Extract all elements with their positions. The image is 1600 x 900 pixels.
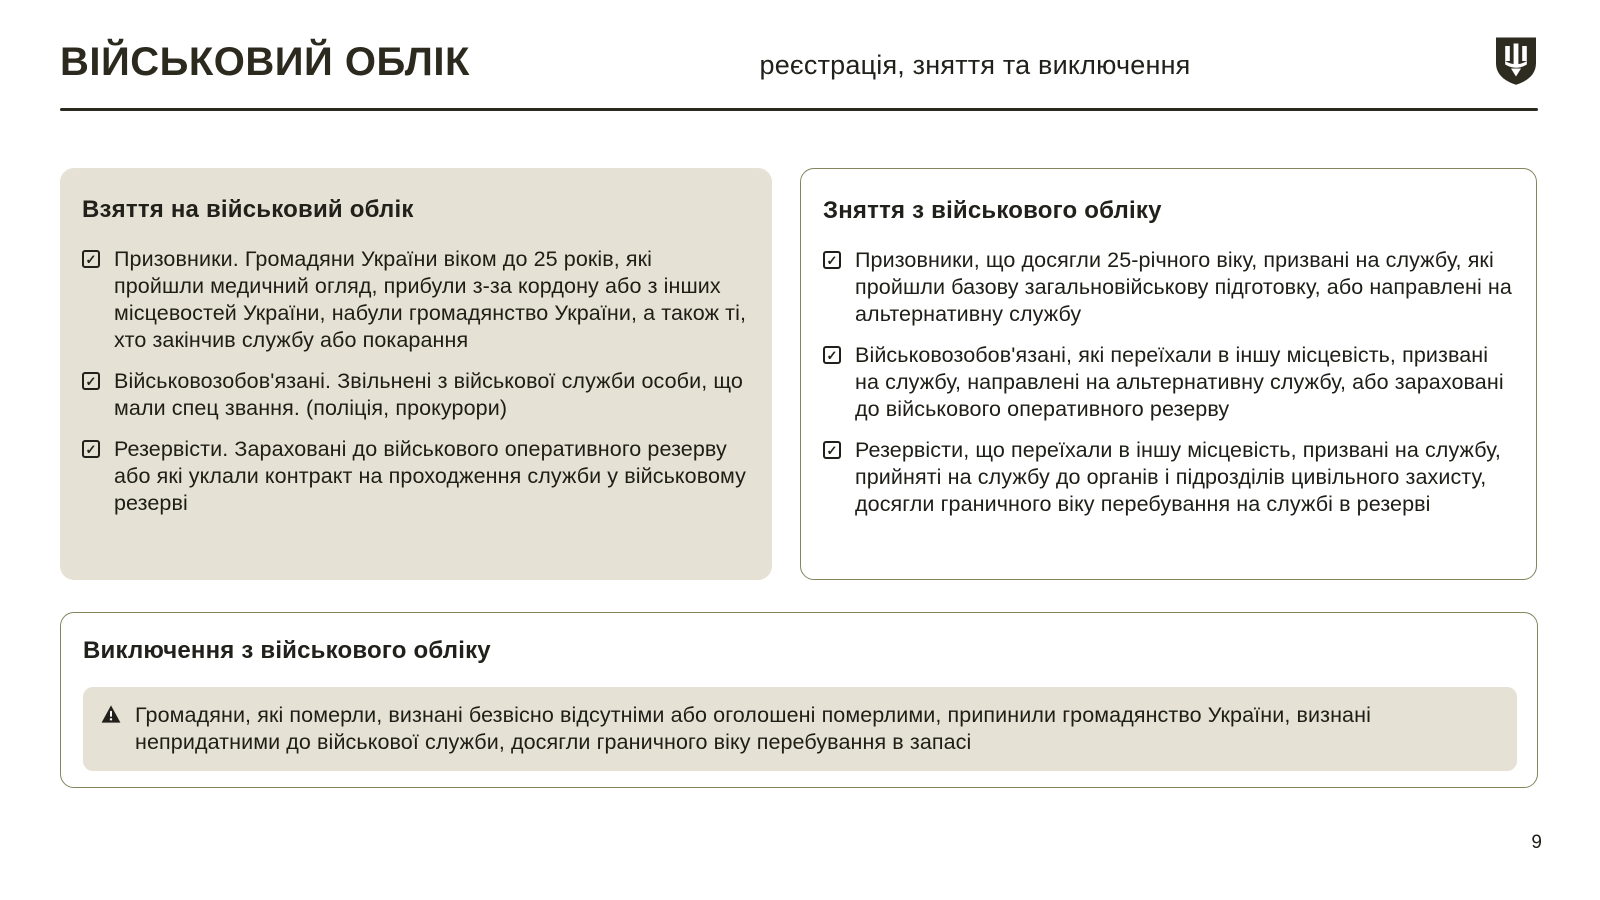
warning-box bbox=[83, 687, 1517, 771]
list-item bbox=[823, 247, 1512, 328]
checkbox-checked-icon: ✓ bbox=[823, 251, 841, 269]
list-item bbox=[82, 368, 748, 422]
page-title: ВІЙСЬКОВИЙ ОБЛІК bbox=[60, 40, 470, 84]
card-registration bbox=[60, 168, 772, 580]
checkbox-checked-icon: ✓ bbox=[82, 440, 100, 458]
list-item bbox=[823, 342, 1512, 423]
checkbox-checked-icon: ✓ bbox=[823, 346, 841, 364]
list-item bbox=[82, 246, 748, 354]
warning-triangle-icon bbox=[101, 705, 121, 723]
header-divider bbox=[60, 108, 1538, 111]
card-exclusion-title: Виключення з військового обліку bbox=[83, 637, 491, 664]
list-item bbox=[823, 437, 1512, 518]
card-registration-title: Взяття на військовий облік bbox=[82, 196, 414, 223]
checkbox-checked-icon: ✓ bbox=[823, 441, 841, 459]
removal-list bbox=[823, 247, 1512, 518]
list-item-text: Військовозобов'язані, які переїхали в іншу місцевість, призвані на службу, направлені на альтернативну службу, або зараховані до військового оперативного резерву bbox=[855, 343, 1504, 421]
checkbox-checked-icon: ✓ bbox=[82, 250, 100, 268]
list-item bbox=[82, 436, 748, 517]
card-exclusion bbox=[60, 612, 1538, 788]
checkbox-checked-icon: ✓ bbox=[82, 372, 100, 390]
list-item-text: Резервісти, що переїхали в іншу місцевість, призвані на службу, прийняті на службу до органів і підрозділів цивільного захисту, досягли граничного віку перебування на службі в резерві bbox=[855, 438, 1501, 516]
list-item-text: Військовозобов'язані. Звільнені з військової служби особи, що мали спец звання. (поліція, прокурори) bbox=[114, 369, 743, 420]
card-removal-title: Зняття з військового обліку bbox=[823, 197, 1162, 224]
card-removal bbox=[800, 168, 1537, 580]
list-item-text: Призовники, що досягли 25-річного віку, призвані на службу, які пройшли базову загальновійськову підготовку, або направлені на альтернативну службу bbox=[855, 248, 1512, 326]
trident-shield-icon bbox=[1494, 36, 1538, 86]
page-subtitle: реєстрація, зняття та виключення bbox=[759, 50, 1191, 80]
registration-list bbox=[82, 246, 748, 517]
page-number: 9 bbox=[1531, 832, 1542, 853]
list-item-text: Призовники. Громадяни України віком до 25 років, які пройшли медичний огляд, прибули з-за кордону або з інших місцевостей України, набули громадянство України, а також ті, хто закінчив службу або покарання bbox=[114, 247, 747, 352]
list-item-text: Резервісти. Зараховані до військового оперативного резерву або які уклали контракт на проходження служби у військовому резерві bbox=[114, 437, 747, 515]
warning-text: Громадяни, які померли, визнані безвісно відсутніми або оголошені померлими, припинили громадянство України, визнані непридатними до військової служби, досягли граничного віку перебування в запасі bbox=[135, 703, 1371, 754]
